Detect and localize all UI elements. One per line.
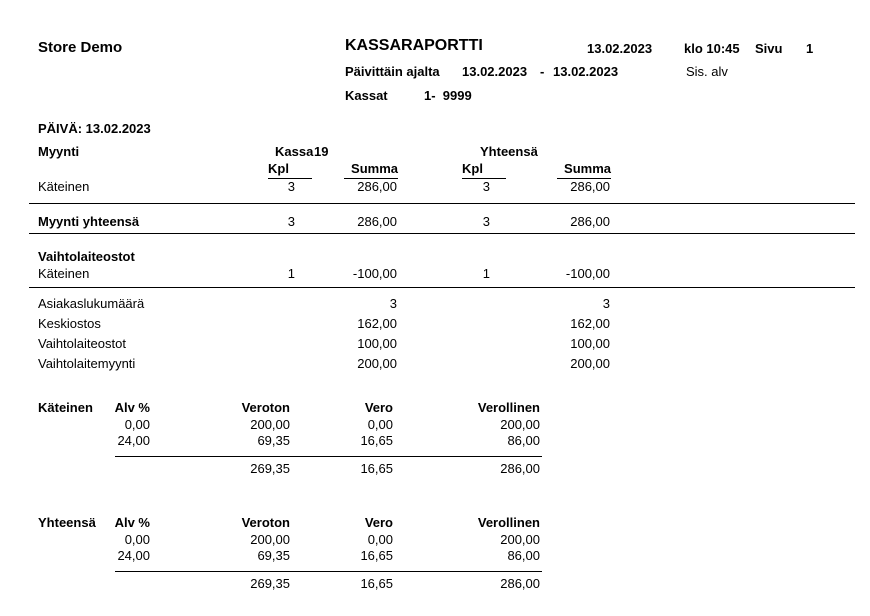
day-title: PÄIVÄ: 13.02.2023 bbox=[38, 121, 151, 136]
vat-header-vero: Vero bbox=[364, 400, 393, 415]
sales-row-register-sum: 286,00 bbox=[357, 179, 397, 194]
divider-line bbox=[29, 233, 855, 234]
vat-section-title: Yhteensä bbox=[38, 515, 96, 530]
page-number: 1 bbox=[806, 41, 814, 56]
kpl-header-register: Kpl bbox=[268, 161, 312, 179]
vat-row-alv: 0,00 bbox=[124, 532, 150, 547]
sales-section-title: Myynti bbox=[38, 144, 80, 159]
vat-total-veroton: 269,35 bbox=[250, 576, 290, 591]
vat-header-veroton: Veroton bbox=[241, 515, 290, 530]
sales-summary-register-sum: 286,00 bbox=[357, 214, 397, 229]
register-column-label: Kassa bbox=[275, 144, 314, 159]
stat-row-label: Vaihtolaitemyynti bbox=[38, 356, 136, 371]
vat-row-verollinen: 200,00 bbox=[500, 417, 540, 432]
sales-summary-register-count: 3 bbox=[287, 214, 295, 229]
totals-column-label: Yhteensä bbox=[480, 144, 538, 159]
stat-row-total-value: 3 bbox=[602, 296, 610, 311]
vat-row-alv: 0,00 bbox=[124, 417, 150, 432]
vat-row-vero: 0,00 bbox=[367, 532, 393, 547]
registers-label: Kassat bbox=[345, 88, 388, 103]
report-title: KASSARAPORTTI bbox=[345, 37, 483, 54]
vat-header-alv: Alv % bbox=[114, 400, 150, 415]
tradein-row-total-sum: -100,00 bbox=[565, 266, 610, 281]
vat-section-title: Käteinen bbox=[38, 400, 93, 415]
divider-line bbox=[29, 287, 855, 288]
tradein-row-register-count: 1 bbox=[287, 266, 295, 281]
vat-row-veroton: 200,00 bbox=[250, 417, 290, 432]
sales-row-total-count: 3 bbox=[482, 179, 490, 194]
vat-row-verollinen: 200,00 bbox=[500, 532, 540, 547]
register-number: 19 bbox=[314, 144, 329, 159]
sales-summary-total-sum: 286,00 bbox=[570, 214, 610, 229]
kpl-header-total: Kpl bbox=[462, 161, 506, 179]
vat-row-vero: 16,65 bbox=[360, 433, 393, 448]
stat-row-register-value: 3 bbox=[389, 296, 397, 311]
vat-row-verollinen: 86,00 bbox=[507, 433, 540, 448]
vat-row-alv: 24,00 bbox=[117, 433, 150, 448]
vat-header-vero: Vero bbox=[364, 515, 393, 530]
report-time: klo 10:45 bbox=[684, 41, 740, 56]
stat-row-total-value: 100,00 bbox=[570, 336, 610, 351]
vat-total-veroton: 269,35 bbox=[250, 461, 290, 476]
summa-header-total: Summa bbox=[557, 161, 611, 179]
vat-row-vero: 0,00 bbox=[367, 417, 393, 432]
report-date: 13.02.2023 bbox=[587, 41, 653, 56]
sales-row-register-count: 3 bbox=[287, 179, 295, 194]
vat-total-verollinen: 286,00 bbox=[500, 461, 540, 476]
vat-total-line bbox=[115, 571, 542, 572]
vat-included-note: Sis. alv bbox=[686, 64, 728, 79]
stat-row-register-value: 200,00 bbox=[357, 356, 397, 371]
vat-row-veroton: 69,35 bbox=[257, 548, 290, 563]
vat-row-veroton: 69,35 bbox=[257, 433, 290, 448]
registers-range: 1- 9999 bbox=[424, 88, 472, 103]
vat-total-vero: 16,65 bbox=[360, 461, 393, 476]
stat-row-register-value: 100,00 bbox=[357, 336, 397, 351]
period-separator: - bbox=[540, 64, 545, 79]
vat-row-veroton: 200,00 bbox=[250, 532, 290, 547]
vat-total-verollinen: 286,00 bbox=[500, 576, 540, 591]
tradein-row-register-sum: -100,00 bbox=[352, 266, 397, 281]
sales-summary-label: Myynti yhteensä bbox=[38, 214, 140, 229]
store-name: Store Demo bbox=[38, 39, 123, 56]
sales-row-total-sum: 286,00 bbox=[570, 179, 610, 194]
vat-total-line bbox=[115, 456, 542, 457]
sales-summary-total-count: 3 bbox=[482, 214, 490, 229]
tradein-section-title: Vaihtolaiteostot bbox=[38, 249, 135, 264]
tradein-row-total-count: 1 bbox=[482, 266, 490, 281]
vat-total-vero: 16,65 bbox=[360, 576, 393, 591]
stat-row-label: Vaihtolaiteostot bbox=[38, 336, 126, 351]
vat-header-verollinen: Verollinen bbox=[477, 400, 540, 415]
vat-row-vero: 16,65 bbox=[360, 548, 393, 563]
period-label: Päivittäin ajalta bbox=[345, 64, 440, 79]
stat-row-total-value: 162,00 bbox=[570, 316, 610, 331]
stat-row-register-value: 162,00 bbox=[357, 316, 397, 331]
vat-row-verollinen: 86,00 bbox=[507, 548, 540, 563]
stat-row-label: Keskiostos bbox=[38, 316, 101, 331]
page-label: Sivu bbox=[755, 41, 783, 56]
summa-header-register: Summa bbox=[344, 161, 398, 179]
tradein-row-label: Käteinen bbox=[38, 266, 90, 281]
stat-row-label: Asiakaslukumäärä bbox=[38, 296, 145, 311]
period-to-date: 13.02.2023 bbox=[553, 64, 619, 79]
vat-row-alv: 24,00 bbox=[117, 548, 150, 563]
stat-row-total-value: 200,00 bbox=[570, 356, 610, 371]
divider-line bbox=[29, 203, 855, 204]
vat-header-alv: Alv % bbox=[114, 515, 150, 530]
vat-header-verollinen: Verollinen bbox=[477, 515, 540, 530]
period-from-date: 13.02.2023 bbox=[462, 64, 528, 79]
vat-header-veroton: Veroton bbox=[241, 400, 290, 415]
sales-row-label: Käteinen bbox=[38, 179, 90, 194]
